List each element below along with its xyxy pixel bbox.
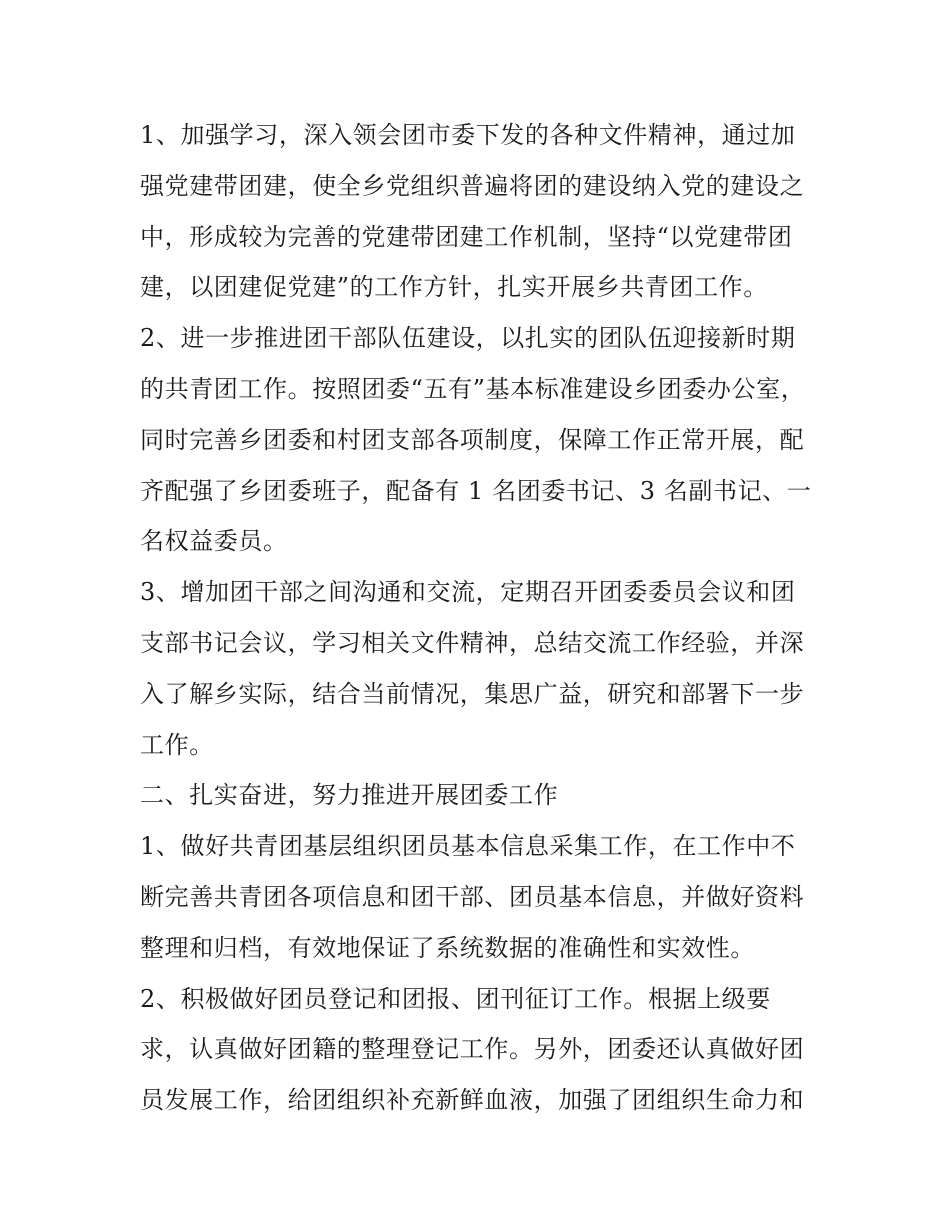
text-line: 的共青团工作。按照团委“五有”基本标准建设乡团委办公室， xyxy=(140,374,806,403)
text-line: 2、积极做好团员登记和团报、团刊征订工作。根据上级要 xyxy=(140,984,771,1013)
text-line: 入了解乡实际，结合当前情况，集思广益，研究和部署下一步 xyxy=(140,679,805,708)
text-line: 名权益委员。 xyxy=(140,527,288,556)
text-line: 3、增加团干部之间沟通和交流，定期召开团委委员会议和团 xyxy=(140,578,796,607)
section-heading: 二、扎实奋进，努力推进开展团委工作 xyxy=(140,781,559,810)
text-line: 1、做好共青团基层组织团员基本信息采集工作，在工作中不 xyxy=(140,832,796,861)
text-line: 1、加强学习，深入领会团市委下发的各种文件精神，通过加 xyxy=(140,121,796,149)
text-line: 断完善共青团各项信息和团干部、团员基本信息，并做好资料 xyxy=(140,882,805,911)
text-line: 2、进一步推进团干部队伍建设，以扎实的团队伍迎接新时期 xyxy=(140,324,796,353)
text-line: 同时完善乡团委和村团支部各项制度，保障工作正常开展，配 xyxy=(140,425,805,454)
text-line: 求，认真做好团籍的整理登记工作。另外，团委还认真做好团 xyxy=(140,1035,805,1064)
text-line: 中，形成较为完善的党建带团建工作机制，坚持“以党建带团 xyxy=(140,222,793,251)
text-line: 强党建带团建，使全乡党组织普遍将团的建设纳入党的建设之 xyxy=(140,171,805,200)
text-line: 整理和归档，有效地保证了系统数据的准确性和实效性。 xyxy=(140,933,755,962)
text-line: 工作。 xyxy=(140,730,214,759)
text-line: 建，以团建促党建”的工作方针，扎实开展乡共青团工作。 xyxy=(140,273,768,302)
document-body xyxy=(140,110,820,1126)
text-line: 齐配强了乡团委班子，配备有 1 名团委书记、3 名副书记、一 xyxy=(140,476,812,505)
text-line: 支部书记会议，学习相关文件精神，总结交流工作经验，并深 xyxy=(140,628,805,657)
text-line: 员发展工作，给团组织补充新鲜血液，加强了团组织生命力和 xyxy=(140,1086,805,1115)
